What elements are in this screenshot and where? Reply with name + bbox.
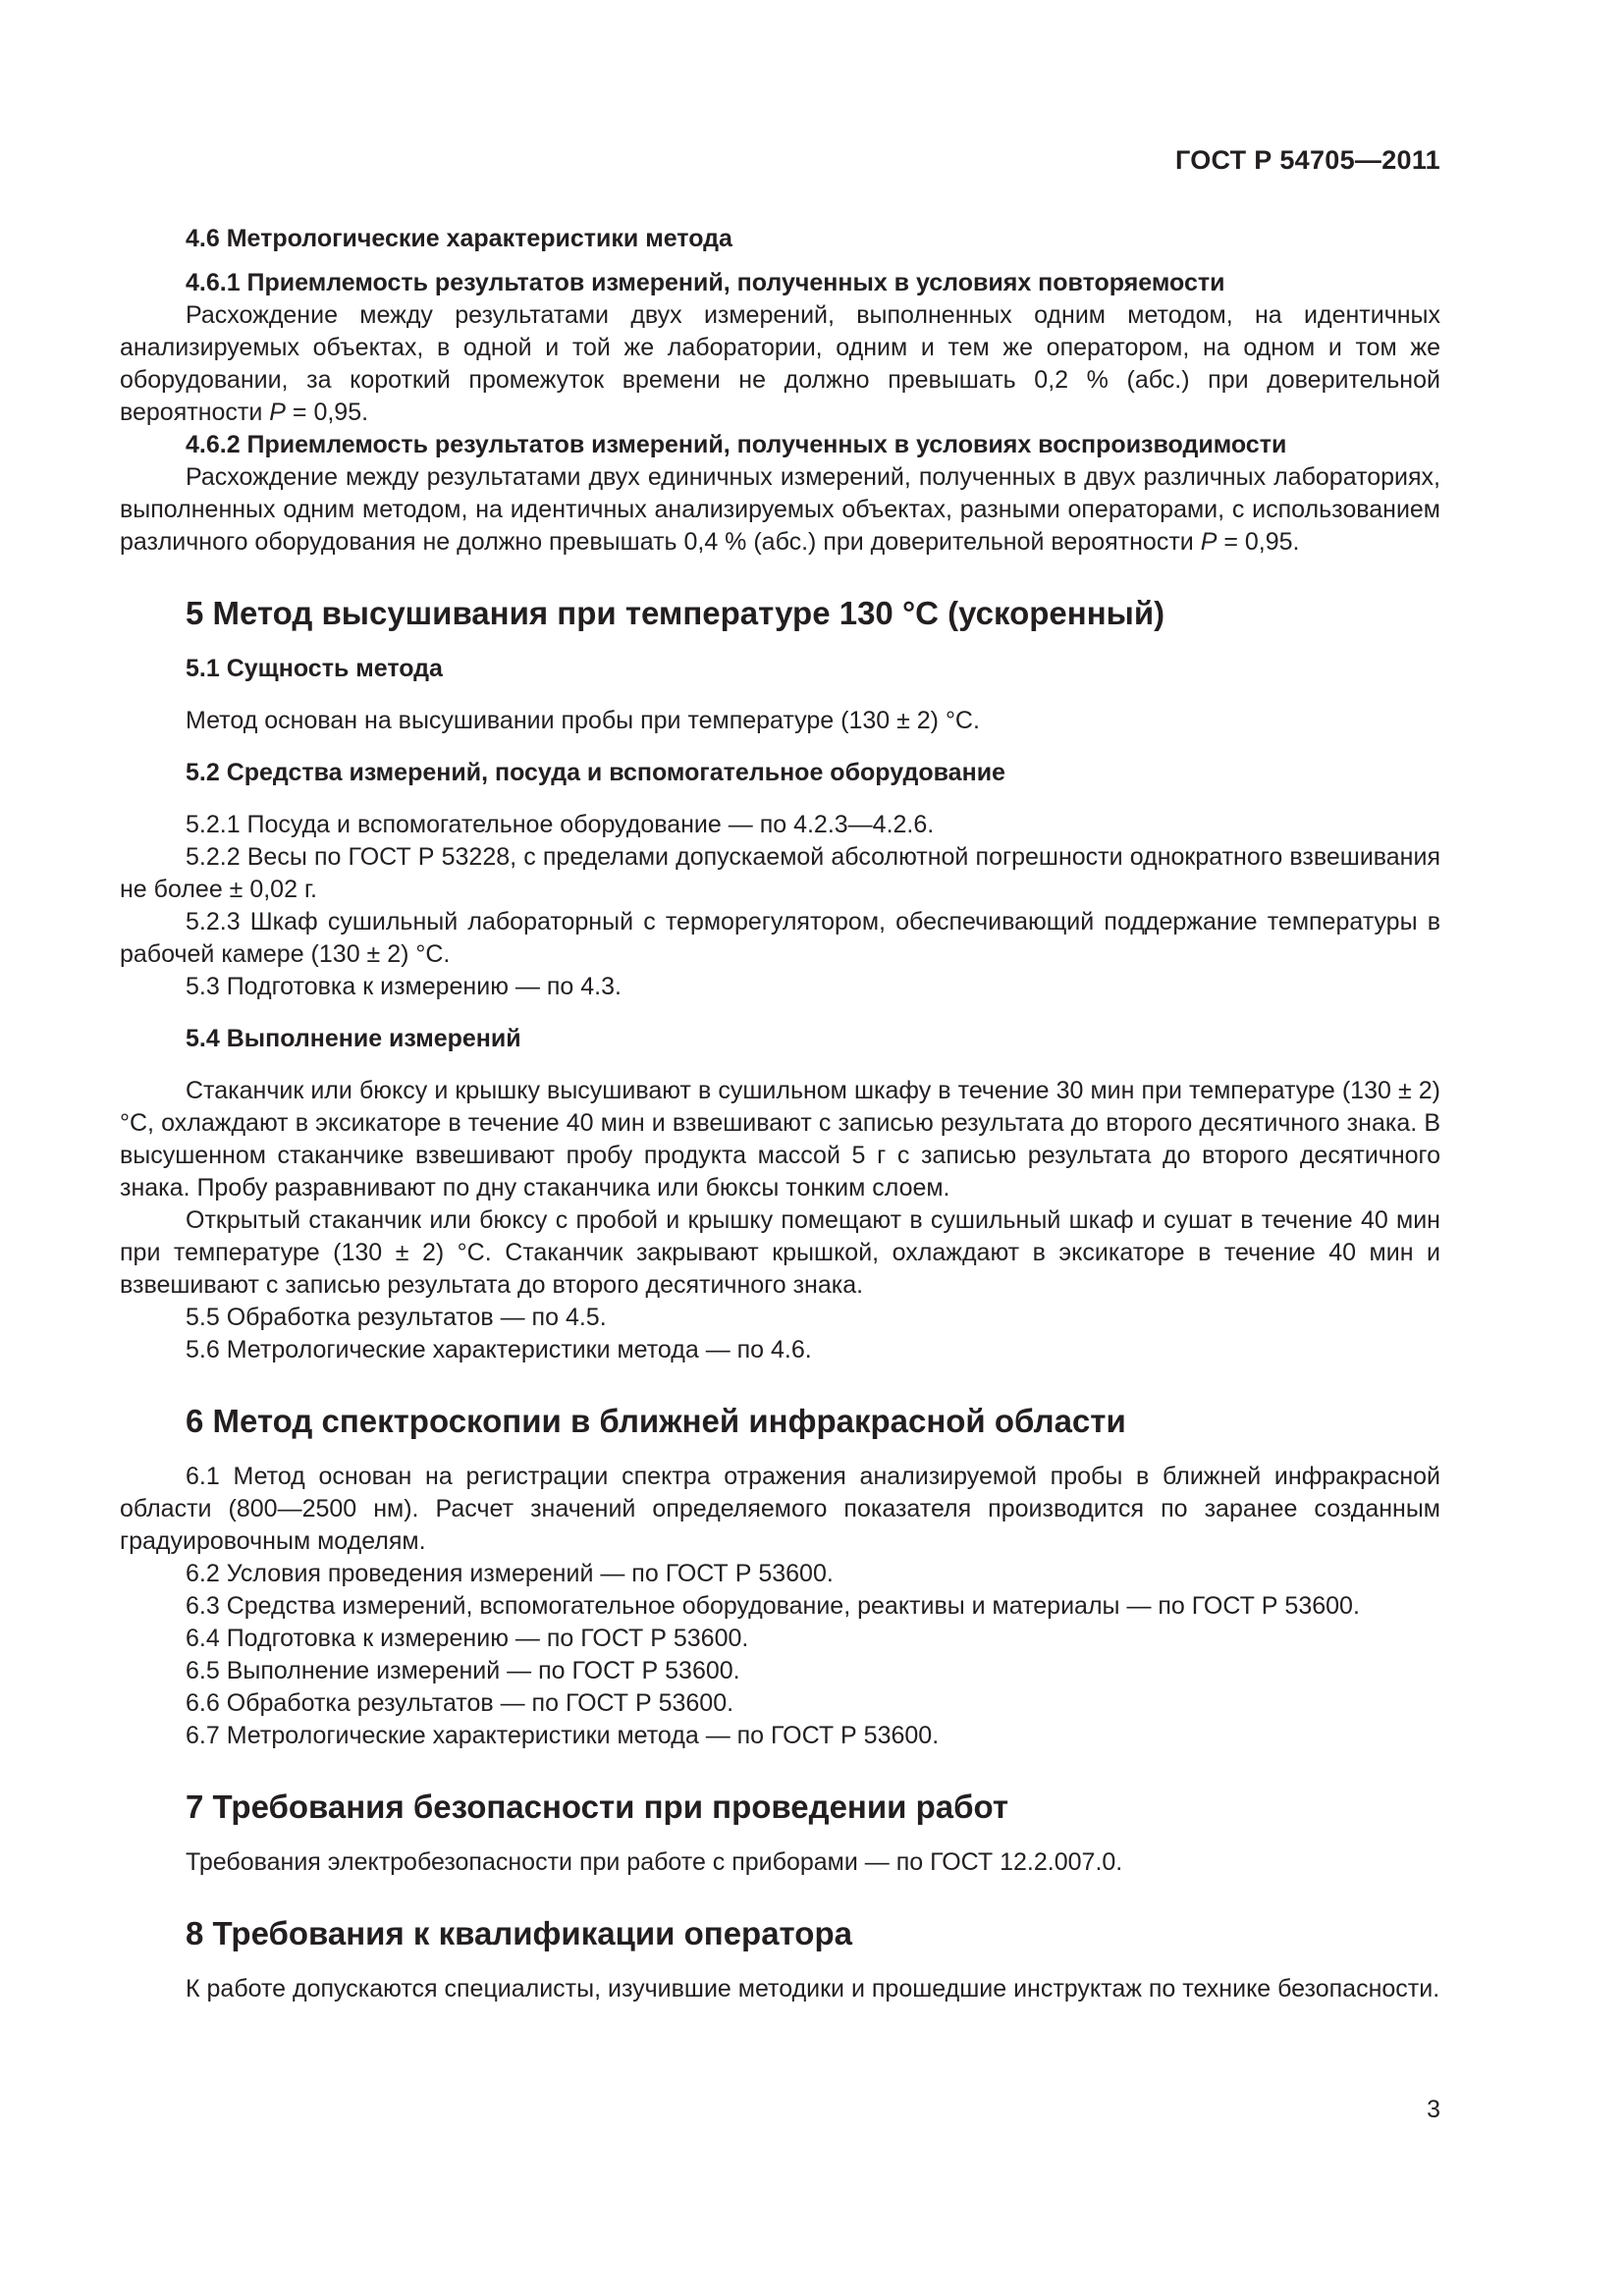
section-6-5-paragraph: 6.5 Выполнение измерений — по ГОСТ Р 53600. <box>186 1657 740 1684</box>
probability-value: = 0,95. <box>285 399 369 426</box>
section-5-heading: 5 Метод высушивания при температуре 130 °С (ускоренный) <box>186 595 1165 631</box>
section-4-6-2-heading: 4.6.2 Приемлемость результатов измерений, полученных в условиях воспроизводимости <box>186 431 1287 458</box>
section-4-6-1-paragraph <box>120 299 1440 429</box>
section-5-4-paragraph-1: Стаканчик или бюксу и крышку высушивают в сушильном шкафу в течение 30 мин при температуре (130 ± 2) °С, охлаждают в эксикаторе в течение 40 мин и взвешивают с записью результата до второго десятичного знака. В высушенном стаканчике взвешивают пробу продукта массой 5 г с записью результата до второго десятичного знака. Пробу разравнивают по дну стаканчика или бюксы тонким слоем. <box>120 1077 1440 1201</box>
section-6-heading: 6 Метод спектроскопии в ближней инфракрасной области <box>186 1403 1126 1439</box>
section-6-6-paragraph: 6.6 Обработка результатов — по ГОСТ Р 53600. <box>186 1689 734 1717</box>
section-6-1-paragraph: 6.1 Метод основан на регистрации спектра отражения анализируемой пробы в ближней инфракрасной области (800—2500 нм). Расчет значений определяемого показателя производится по заранее созданным градуировочным моделям. <box>120 1463 1440 1555</box>
section-4-6-1-text: Расхождение между результатами двух измерений, выполненных одним методом, на идентичных анализируемых объектах, в одной и той же лаборатории, одним и тем же оператором, на одном и том же оборудовании, за короткий промежуток времени не должно превышать 0,2 % (абс.) при доверительной вероятности <box>120 301 1440 426</box>
section-5-2-2-paragraph: 5.2.2 Весы по ГОСТ Р 53228, с пределами допускаемой абсолютной погрешности однократного взвешивания не более ± 0,02 г. <box>120 843 1440 903</box>
section-5-3-paragraph: 5.3 Подготовка к измерению — по 4.3. <box>186 973 622 1000</box>
document-body <box>120 223 1440 2005</box>
section-4-6-heading: 4.6 Метрологические характеристики метода <box>186 225 732 252</box>
section-5-4-paragraph-2: Открытый стаканчик или бюксу с пробой и крышку помещают в сушильный шкаф и сушат в течение 40 мин при температуре (130 ± 2) °С. Стаканчик закрывают крышкой, охлаждают в эксикаторе в течение 40 мин и взвешивают с записью результата до второго десятичного знака. <box>120 1206 1440 1299</box>
section-8-heading: 8 Требования к квалификации оператора <box>186 1915 852 1951</box>
section-5-2-3-paragraph: 5.2.3 Шкаф сушильный лабораторный с терморегулятором, обеспечивающий поддержание температуры в рабочей камере (130 ± 2) °С. <box>120 908 1440 968</box>
section-6-2-paragraph: 6.2 Условия проведения измерений — по ГОСТ Р 53600. <box>186 1560 834 1587</box>
probability-symbol: P <box>1200 528 1218 556</box>
standard-code-header: ГОСТ Р 54705—2011 <box>1174 145 1440 175</box>
section-7-paragraph: Требования электробезопасности при работе с приборами — по ГОСТ 12.2.007.0. <box>186 1848 1123 1876</box>
section-5-5-paragraph: 5.5 Обработка результатов — по 4.5. <box>186 1304 607 1331</box>
section-8-paragraph: К работе допускаются специалисты, изучившие методики и прошедшие инструктаж по технике безопасности. <box>186 1975 1440 2002</box>
section-4-6-2-text: Расхождение между результатами двух единичных измерений, полученных в двух различных лабораториях, выполненных одним методом, на идентичных анализируемых объектах, разными операторами, с использованием различного оборудования не должно превышать 0,4 % (абс.) при доверительной вероятности <box>120 463 1440 556</box>
section-7-heading: 7 Требования безопасности при проведении работ <box>186 1789 1008 1825</box>
section-6-7-paragraph: 6.7 Метрологические характеристики метода — по ГОСТ Р 53600. <box>186 1722 940 1749</box>
section-5-1-heading: 5.1 Сущность метода <box>186 655 443 682</box>
section-4-6-1-heading: 4.6.1 Приемлемость результатов измерений, полученных в условиях повторяемости <box>186 269 1225 296</box>
section-5-6-paragraph: 5.6 Метрологические характеристики метода — по 4.6. <box>186 1336 812 1363</box>
document-page <box>120 0 1440 2296</box>
page-number: 3 <box>1427 2096 1440 2123</box>
section-5-4-heading: 5.4 Выполнение измерений <box>186 1025 521 1052</box>
section-6-3-paragraph: 6.3 Средства измерений, вспомогательное оборудование, реактивы и материалы — по ГОСТ Р 53600. <box>186 1592 1360 1620</box>
section-5-2-heading: 5.2 Средства измерений, посуда и вспомогательное оборудование <box>186 759 1005 786</box>
section-5-2-1-paragraph: 5.2.1 Посуда и вспомогательное оборудование — по 4.2.3—4.2.6. <box>186 811 935 838</box>
section-6-4-paragraph: 6.4 Подготовка к измерению — по ГОСТ Р 53600. <box>186 1625 749 1652</box>
probability-value: = 0,95. <box>1217 528 1300 556</box>
probability-symbol: P <box>269 399 286 426</box>
section-5-1-paragraph: Метод основан на высушивании пробы при температуре (130 ± 2) °С. <box>186 707 980 734</box>
section-4-6-2-paragraph <box>120 461 1440 559</box>
